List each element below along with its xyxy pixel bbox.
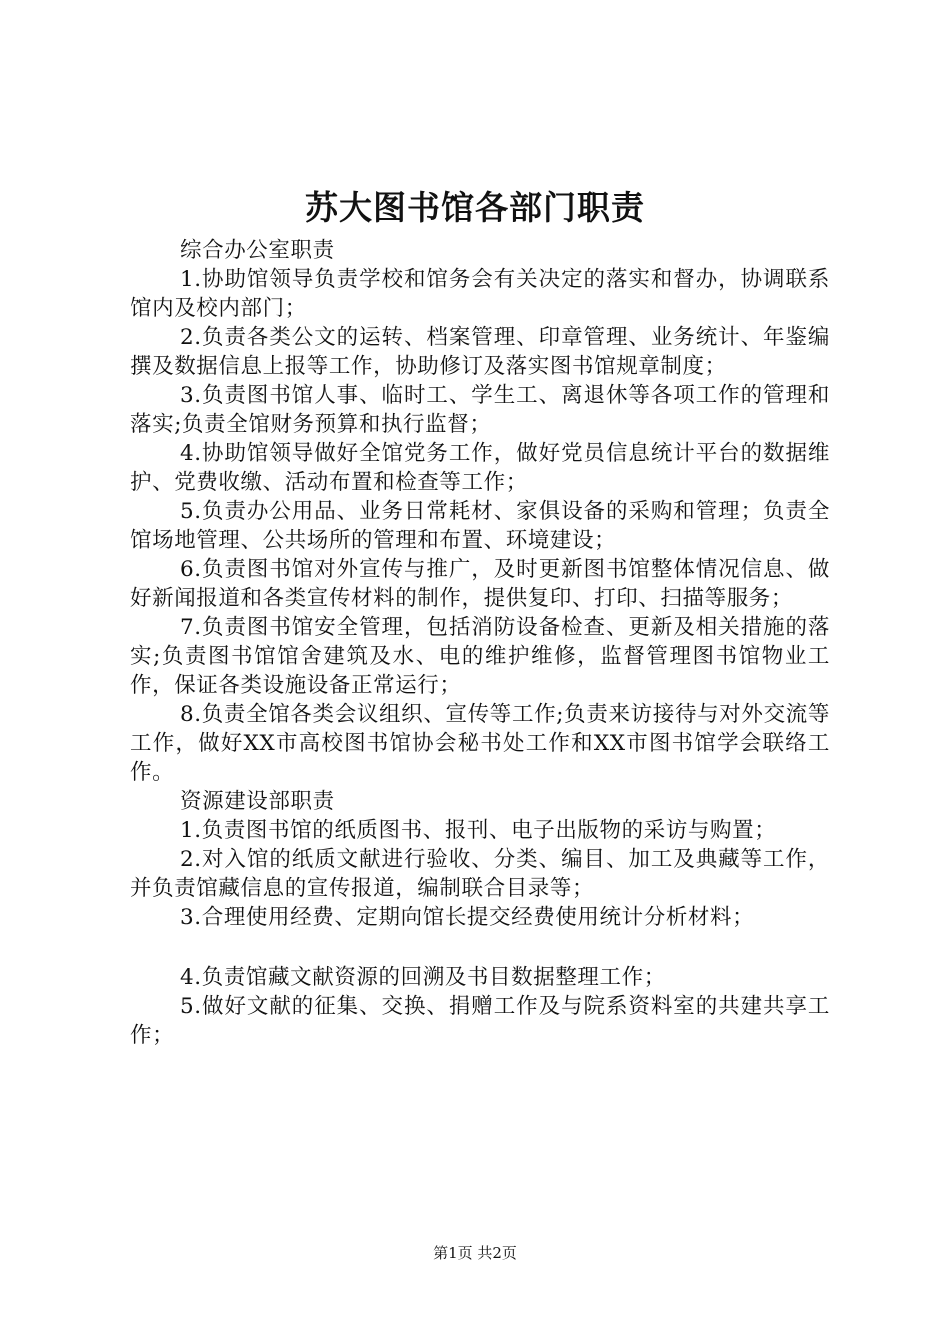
duty-item: 5.做好文献的征集、交换、捐赠工作及与院系资料室的共建共享工作； <box>130 994 830 1048</box>
duty-item: 8.负责全馆各类会议组织、宣传等工作;负责来访接待与对外交流等工作，做好XX市高校图书馆协会秘书处工作和XX市图书馆学会联络工作。 <box>130 702 830 785</box>
duty-item: 3.负责图书馆人事、临时工、学生工、离退休等各项工作的管理和落实;负责全馆财务预算和执行监督； <box>130 383 830 437</box>
paragraph-gap <box>130 932 830 963</box>
section-heading: 资源建设部职责 <box>180 789 335 814</box>
duty-item: 1.协助馆领导负责学校和馆务会有关决定的落实和督办，协调联系馆内及校内部门； <box>130 267 830 321</box>
duty-item: 3.合理使用经费、定期向馆长提交经费使用统计分析材料； <box>180 905 755 930</box>
duty-item: 4.协助馆领导做好全馆党务工作，做好党员信息统计平台的数据维护、党费收缴、活动布置和检查等工作； <box>130 441 830 495</box>
duty-item: 4.负责馆藏文献资源的回溯及书目数据整理工作； <box>180 965 666 990</box>
page-title: 苏大图书馆各部门职责 <box>305 188 645 227</box>
duty-item: 5.负责办公用品、业务日常耗材、家俱设备的采购和管理；负责全馆场地管理、公共场所的管理和布置、环境建设； <box>130 499 830 553</box>
page-footer: 第1页 共2页 <box>433 1244 517 1262</box>
duty-item: 6.负责图书馆对外宣传与推广，及时更新图书馆整体情况信息、做好新闻报道和各类宣传材料的制作，提供复印、打印、扫描等服务； <box>130 557 830 611</box>
section-heading: 综合办公室职责 <box>180 238 335 263</box>
duty-item: 2.负责各类公文的运转、档案管理、印章管理、业务统计、年鉴编撰及数据信息上报等工作，协助修订及落实图书馆规章制度； <box>130 325 830 379</box>
duty-item: 1.负责图书馆的纸质图书、报刊、电子出版物的采访与购置； <box>180 818 777 843</box>
document-body <box>130 236 830 1050</box>
duty-item: 7.负责图书馆安全管理，包括消防设备检查、更新及相关措施的落实;负责图书馆馆舍建筑及水、电的维护维修，监督管理图书馆物业工作，保证各类设施设备正常运行； <box>130 615 830 698</box>
duty-item: 2.对入馆的纸质文献进行验收、分类、编目、加工及典藏等工作，并负责馆藏信息的宣传报道，编制联合目录等； <box>130 847 830 901</box>
